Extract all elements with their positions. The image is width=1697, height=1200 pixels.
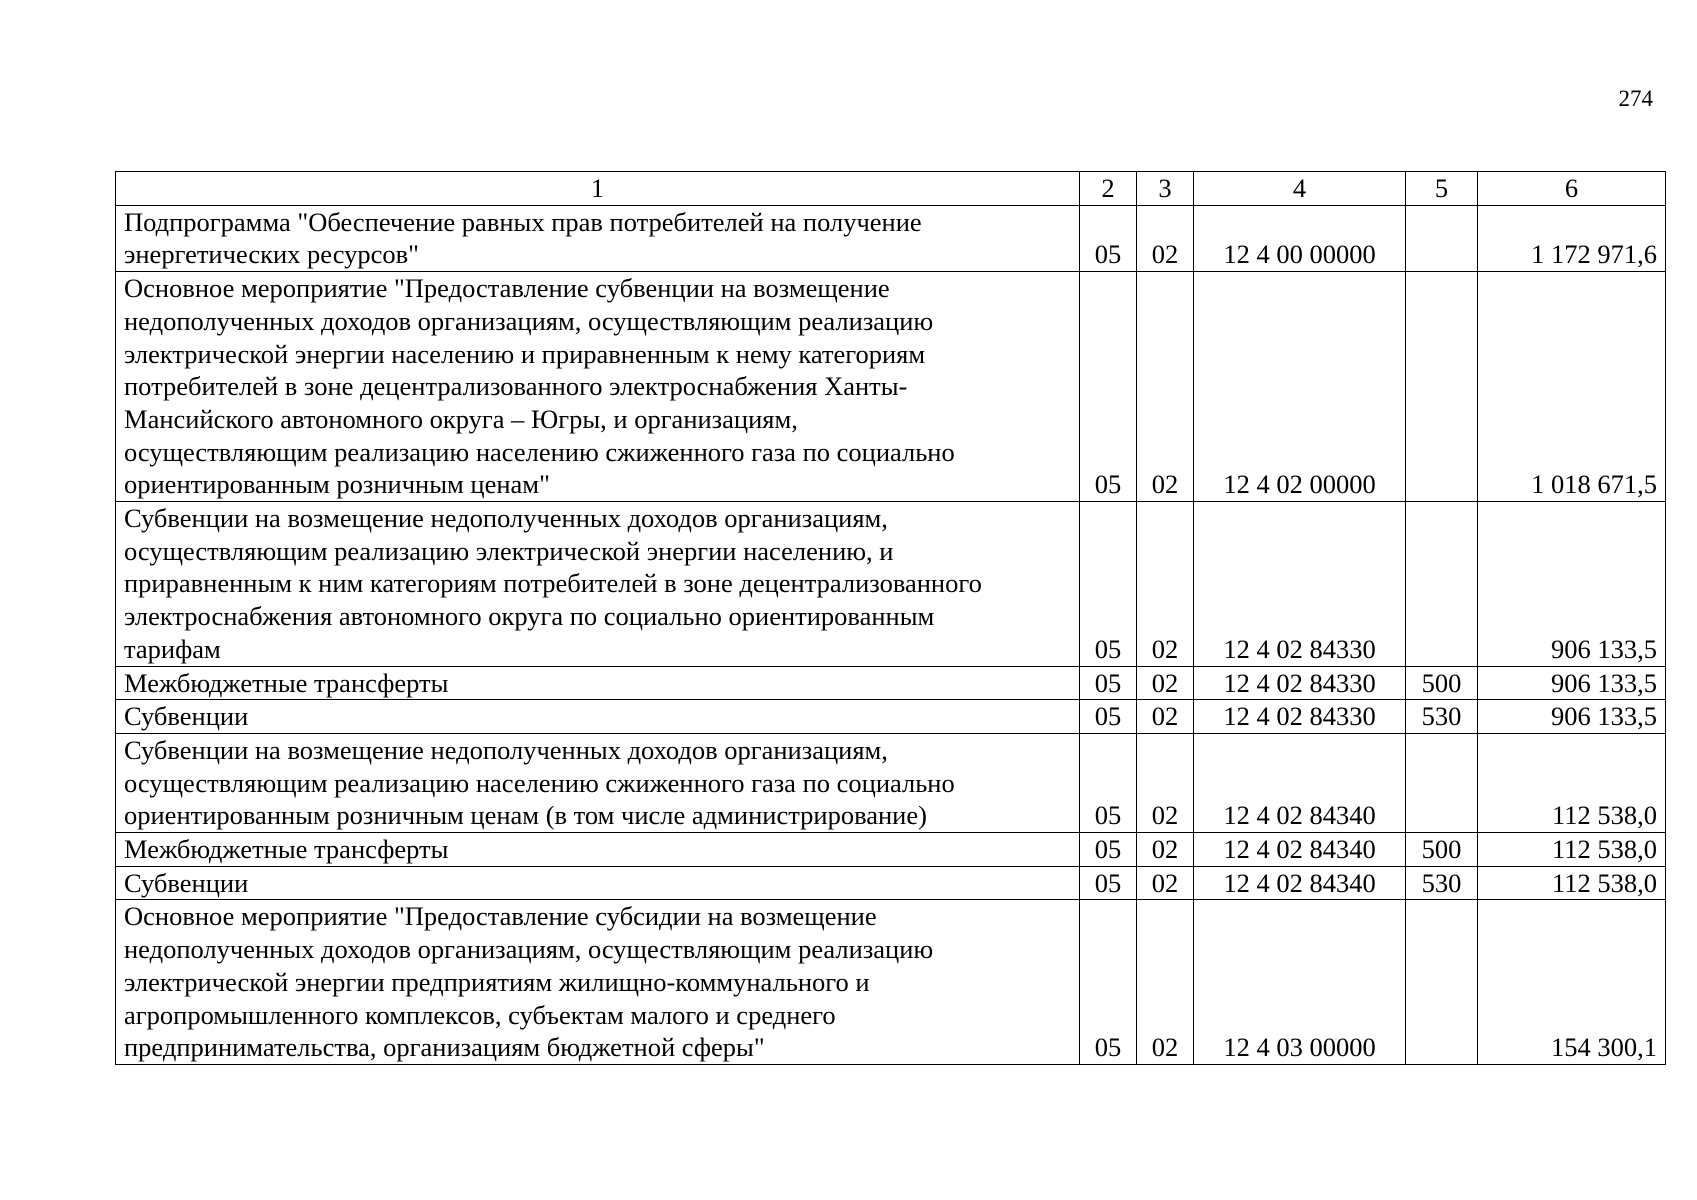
table-row: [116, 700, 1666, 734]
description-line: Субвенции на возмещение недополученных доходов организациям,: [124, 503, 888, 534]
amount: 112 538,0: [1478, 733, 1666, 832]
row-description: [116, 866, 1080, 900]
target-article-code: 12 4 02 84340: [1194, 733, 1406, 832]
section-code: 05: [1080, 272, 1137, 502]
header-cell-2: 2: [1080, 172, 1137, 206]
header-cell-3: 3: [1137, 172, 1194, 206]
description-line: Основное мероприятие "Предоставление субвенции на возмещение: [124, 273, 890, 304]
expense-type-code: 530: [1406, 700, 1478, 734]
description-line: энергетических ресурсов": [124, 239, 419, 270]
subsection-code: 02: [1137, 900, 1194, 1065]
description-line: осуществляющим реализацию населению сжиженного газа по социально: [124, 767, 955, 798]
description-line: осуществляющим реализацию электрической энергии населению, и: [124, 535, 894, 566]
header-cell-4: 4: [1194, 172, 1406, 206]
row-description: [116, 700, 1080, 734]
table-row: [116, 272, 1666, 502]
amount: 154 300,1: [1478, 900, 1666, 1065]
amount: 906 133,5: [1478, 666, 1666, 700]
target-article-code: 12 4 00 00000: [1194, 205, 1406, 271]
description-line: недополученных доходов организациям, осуществляющим реализацию: [124, 305, 934, 336]
description-line: агропромышленного комплексов, субъектам малого и среднего: [124, 999, 836, 1030]
expense-type-code: 500: [1406, 666, 1478, 700]
subsection-code: 02: [1137, 833, 1194, 867]
row-description: [116, 833, 1080, 867]
description-line: осуществляющим реализацию населению сжиженного газа по социально: [124, 436, 955, 467]
row-description: [116, 502, 1080, 667]
amount: 1 172 971,6: [1478, 205, 1666, 271]
subsection-code: 02: [1137, 733, 1194, 832]
section-code: 05: [1080, 502, 1137, 667]
description-line: Мансийского автономного округа – Югры, и организациям,: [124, 403, 798, 434]
row-description: [116, 272, 1080, 502]
target-article-code: 12 4 02 84340: [1194, 866, 1406, 900]
description-line: электрической энергии предприятиям жилищно-коммунального и: [124, 966, 870, 997]
section-code: 05: [1080, 700, 1137, 734]
target-article-code: 12 4 02 84340: [1194, 833, 1406, 867]
description-line: недополученных доходов организациям, осуществляющим реализацию: [124, 934, 934, 965]
description-line: ориентированным розничным ценам (в том числе администрирование): [124, 800, 927, 831]
section-code: 05: [1080, 205, 1137, 271]
description-line: потребителей в зоне децентрализованного электроснабжения Ханты-: [124, 371, 908, 402]
description-line: ориентированным розничным ценам": [124, 469, 550, 500]
section-code: 05: [1080, 833, 1137, 867]
description-line: тарифам: [124, 633, 221, 664]
header-cell-1: 1: [116, 172, 1080, 206]
amount: 112 538,0: [1478, 833, 1666, 867]
section-code: 05: [1080, 666, 1137, 700]
table-row: [116, 502, 1666, 667]
subsection-code: 02: [1137, 666, 1194, 700]
table-row: [116, 833, 1666, 867]
expense-type-code: [1406, 502, 1478, 667]
amount: 906 133,5: [1478, 700, 1666, 734]
description-line: приравненным к ним категориям потребителей в зоне децентрализованного: [124, 568, 982, 599]
target-article-code: 12 4 03 00000: [1194, 900, 1406, 1065]
target-article-code: 12 4 02 00000: [1194, 272, 1406, 502]
description-line: Подпрограмма "Обеспечение равных прав потребителей на получение: [124, 206, 922, 237]
expense-type-code: 530: [1406, 866, 1478, 900]
target-article-code: 12 4 02 84330: [1194, 700, 1406, 734]
expense-type-code: [1406, 272, 1478, 502]
budget-table: [115, 171, 1666, 1065]
section-code: 05: [1080, 733, 1137, 832]
expense-type-code: [1406, 733, 1478, 832]
amount: 112 538,0: [1478, 866, 1666, 900]
description-line: электроснабжения автономного округа по социально ориентированным: [124, 601, 935, 632]
row-description: [116, 733, 1080, 832]
subsection-code: 02: [1137, 502, 1194, 667]
subsection-code: 02: [1137, 866, 1194, 900]
subsection-code: 02: [1137, 205, 1194, 271]
page-number: 274: [1618, 86, 1653, 111]
row-description: [116, 666, 1080, 700]
section-code: 05: [1080, 866, 1137, 900]
description-line: Основное мероприятие "Предоставление субсидии на возмещение: [124, 901, 877, 932]
table-row: [116, 666, 1666, 700]
description-line: Межбюджетные трансферты: [124, 667, 449, 698]
subsection-code: 02: [1137, 700, 1194, 734]
table-row: [116, 866, 1666, 900]
subsection-code: 02: [1137, 272, 1194, 502]
expense-type-code: 500: [1406, 833, 1478, 867]
description-line: электрической энергии населению и приравненным к нему категориям: [124, 338, 926, 369]
description-line: предпринимательства, организациям бюджетной сферы": [124, 1032, 765, 1063]
table-row: [116, 733, 1666, 832]
target-article-code: 12 4 02 84330: [1194, 666, 1406, 700]
header-row: [116, 172, 1666, 206]
description-line: Субвенции: [124, 867, 249, 898]
header-cell-6: 6: [1478, 172, 1666, 206]
expense-type-code: [1406, 900, 1478, 1065]
table-row: [116, 205, 1666, 271]
target-article-code: 12 4 02 84330: [1194, 502, 1406, 667]
expense-type-code: [1406, 205, 1478, 271]
table-row: [116, 900, 1666, 1065]
header-cell-5: 5: [1406, 172, 1478, 206]
description-line: Субвенции: [124, 701, 249, 732]
row-description: [116, 900, 1080, 1065]
description-line: Субвенции на возмещение недополученных доходов организациям,: [124, 734, 888, 765]
amount: 1 018 671,5: [1478, 272, 1666, 502]
section-code: 05: [1080, 900, 1137, 1065]
amount: 906 133,5: [1478, 502, 1666, 667]
description-line: Межбюджетные трансферты: [124, 834, 449, 865]
row-description: [116, 205, 1080, 271]
